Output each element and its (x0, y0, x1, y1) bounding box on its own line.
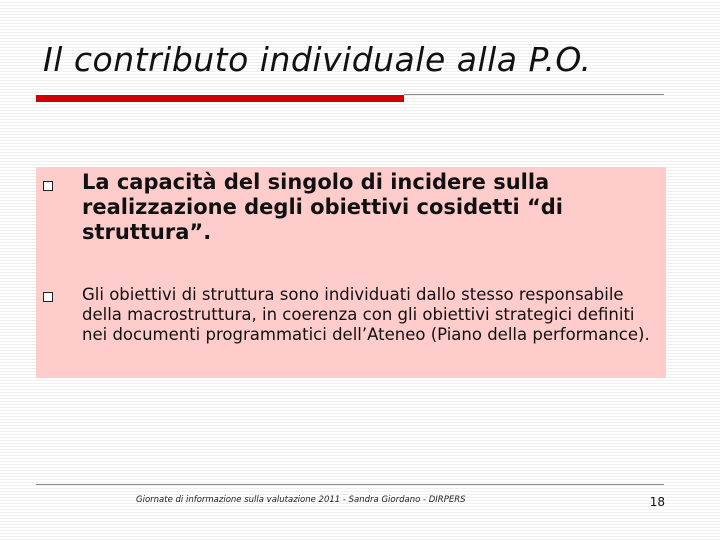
title-divider-line (404, 94, 664, 95)
square-bullet-icon (43, 181, 53, 191)
bullet-text-1: La capacità del singolo di incidere sulla realizzazione degli obiettivi cosidetti “di struttura”. (82, 170, 563, 244)
square-bullet-icon (43, 292, 53, 302)
footer-text: Giornate di informazione sulla valutazione 2011 - Sandra Giordano - DIRPERS (136, 495, 466, 505)
content-box (36, 167, 666, 378)
bullet-text-2: Gli obiettivi di struttura sono individuati dallo stesso responsabile della macrostruttura, in coerenza con gli obiettivi strategici definiti nei documenti programmatici dell’Ateneo (Piano della performance). (82, 285, 650, 344)
title-accent-bar (36, 95, 404, 102)
page-number: 18 (649, 495, 665, 509)
slide-title: Il contributo individuale alla P.O. (43, 40, 592, 79)
footer-divider-line (36, 484, 664, 485)
